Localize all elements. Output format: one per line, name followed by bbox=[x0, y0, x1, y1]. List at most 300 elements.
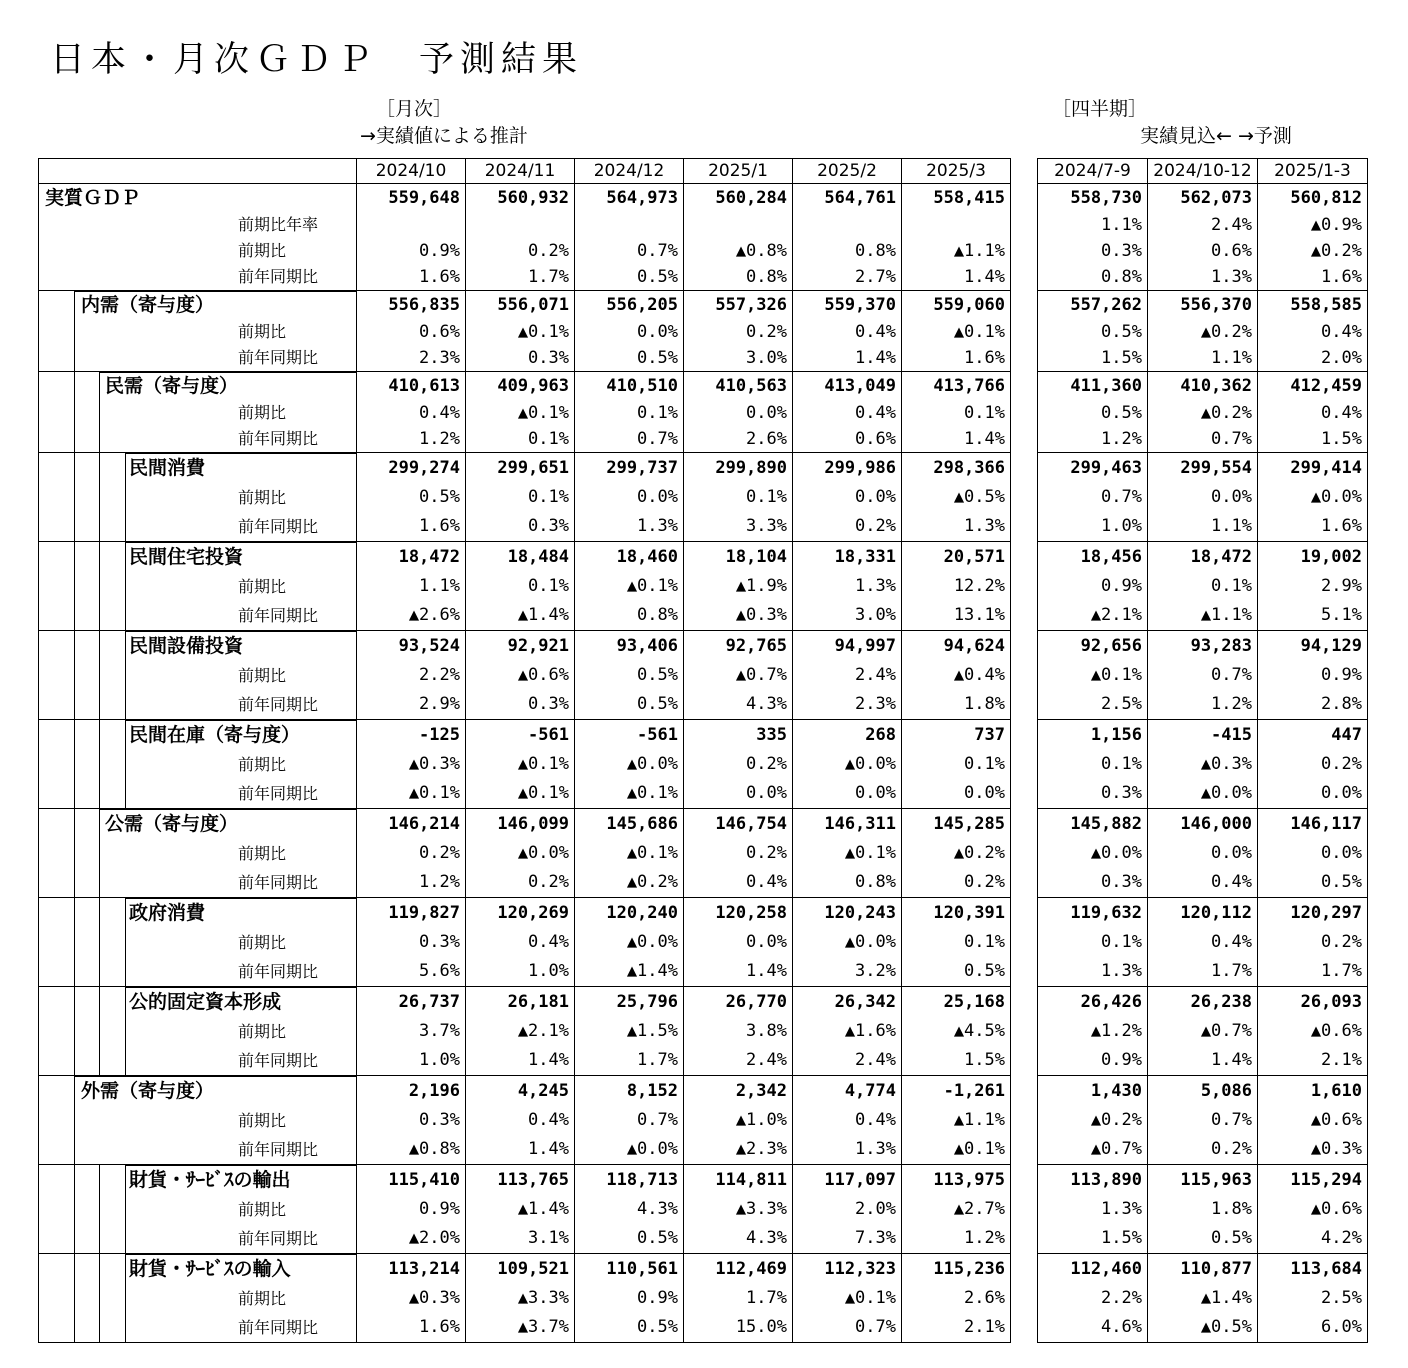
monthly-value: 94,624 bbox=[902, 631, 1011, 662]
series-label: 財貨・ｻｰﾋﾞｽの輸出 bbox=[129, 1168, 291, 1191]
monthly-value: ▲0.3% bbox=[357, 1284, 466, 1313]
series-label: 公需（寄与度） bbox=[105, 812, 239, 835]
series-label: 財貨・ｻｰﾋﾞｽの輸入 bbox=[129, 1257, 291, 1280]
monthly-value: 299,737 bbox=[575, 453, 684, 484]
quarterly-value: ▲0.6% bbox=[1258, 1017, 1368, 1046]
monthly-value: 0.8% bbox=[793, 238, 902, 264]
monthly-value: 120,240 bbox=[575, 898, 684, 929]
tree-guide-line bbox=[74, 839, 75, 868]
quarterly-value: 0.9% bbox=[1101, 576, 1142, 596]
monthly-value: ▲0.1% bbox=[466, 400, 575, 426]
quarterly-value: ▲0.7% bbox=[1148, 1017, 1258, 1046]
monthly-value: 13.1% bbox=[902, 601, 1011, 631]
row-label-cell bbox=[39, 400, 357, 426]
quarterly-value: 1.0% bbox=[1101, 516, 1142, 536]
row-label-cell bbox=[39, 319, 357, 345]
monthly-value: 1.4% bbox=[902, 264, 1011, 291]
monthly-value: 120,243 bbox=[793, 898, 902, 929]
quarterly-value: ▲0.0% bbox=[1148, 779, 1258, 809]
metric-label: 前年同期比 bbox=[238, 783, 319, 803]
monthly-value: 0.4% bbox=[357, 400, 466, 426]
table-row-header bbox=[39, 453, 1011, 484]
monthly-section-label: ［月次］ bbox=[376, 98, 453, 120]
monthly-value: 1.4% bbox=[684, 957, 793, 987]
monthly-gdp-table bbox=[38, 158, 1011, 1343]
monthly-value: 0.9% bbox=[575, 1284, 684, 1313]
tree-guide-line bbox=[74, 631, 75, 661]
quarterly-value: 0.2% bbox=[1258, 750, 1368, 779]
monthly-value: 0.0% bbox=[575, 483, 684, 512]
monthly-value: 7.3% bbox=[793, 1224, 902, 1254]
monthly-value: 0.1% bbox=[466, 572, 575, 601]
monthly-value: ▲1.0% bbox=[684, 1106, 793, 1135]
quarterly-value: 299,554 bbox=[1148, 453, 1258, 484]
quarterly-value: ▲0.3% bbox=[1258, 1135, 1368, 1165]
quarterly-value: 0.0% bbox=[1148, 839, 1258, 868]
quarterly-value: 1.4% bbox=[1148, 1046, 1258, 1076]
monthly-value bbox=[466, 212, 575, 238]
monthly-value: 0.0% bbox=[684, 928, 793, 957]
table-row bbox=[39, 345, 1011, 372]
tree-guide-line bbox=[125, 1254, 126, 1284]
monthly-value: 1.1% bbox=[357, 572, 466, 601]
monthly-value: ▲0.1% bbox=[793, 839, 902, 868]
monthly-value: 0.5% bbox=[575, 345, 684, 372]
monthly-value: -561 bbox=[575, 720, 684, 751]
metric-label: 前期比 bbox=[238, 487, 287, 507]
row-label-cell bbox=[39, 453, 357, 484]
quarterly-value: 0.9% bbox=[1258, 661, 1368, 690]
monthly-value: 2.4% bbox=[684, 1046, 793, 1076]
tree-guide-line bbox=[99, 957, 100, 986]
tree-guide-line bbox=[74, 483, 75, 512]
quarterly-value: 1.8% bbox=[1148, 1195, 1258, 1224]
table-row-header bbox=[1038, 809, 1368, 840]
monthly-value: -561 bbox=[466, 720, 575, 751]
monthly-value: 557,326 bbox=[684, 291, 793, 320]
quarterly-value: 1.5% bbox=[1258, 426, 1368, 453]
tree-guide-line bbox=[99, 898, 100, 928]
monthly-value: ▲3.3% bbox=[684, 1195, 793, 1224]
page-title: 日本・月次ＧＤＰ 予測結果 bbox=[50, 40, 584, 80]
quarterly-value: 93,283 bbox=[1148, 631, 1258, 662]
monthly-value: 1.7% bbox=[575, 1046, 684, 1076]
quarterly-value: ▲0.1% bbox=[1090, 665, 1142, 685]
table-row bbox=[39, 1284, 1011, 1313]
tree-guide-line bbox=[74, 690, 75, 719]
monthly-value: 559,648 bbox=[357, 184, 466, 213]
row-label-cell bbox=[39, 631, 357, 662]
monthly-value: 0.7% bbox=[575, 238, 684, 264]
quarterly-value: 412,459 bbox=[1258, 372, 1368, 401]
monthly-value: 4.3% bbox=[684, 690, 793, 720]
tree-guide-line bbox=[99, 426, 100, 452]
monthly-value: 1.8% bbox=[902, 690, 1011, 720]
quarterly-value: 1.3% bbox=[1148, 264, 1258, 291]
monthly-value: 112,469 bbox=[684, 1254, 793, 1285]
monthly-value: 0.8% bbox=[793, 868, 902, 898]
monthly-value: 2,196 bbox=[357, 1076, 466, 1107]
quarterly-value: 113,684 bbox=[1258, 1254, 1368, 1285]
monthly-value: ▲0.0% bbox=[466, 839, 575, 868]
tree-guide-line bbox=[99, 1017, 100, 1046]
tree-guide-line bbox=[99, 601, 100, 630]
monthly-value bbox=[357, 212, 466, 238]
row-label-cell bbox=[39, 572, 357, 601]
monthly-value: 0.2% bbox=[466, 868, 575, 898]
quarterly-value: ▲0.0% bbox=[1258, 483, 1368, 512]
metric-label: 前年同期比 bbox=[238, 694, 319, 714]
metric-label: 前期比 bbox=[238, 1288, 287, 1308]
table-row bbox=[39, 1106, 1011, 1135]
monthly-value: 0.1% bbox=[902, 750, 1011, 779]
monthly-value: 2,342 bbox=[684, 1076, 793, 1107]
monthly-value: 0.4% bbox=[466, 1106, 575, 1135]
tree-guide-line bbox=[99, 1046, 100, 1075]
quarterly-value: 1.7% bbox=[1148, 957, 1258, 987]
monthly-value: ▲4.5% bbox=[902, 1017, 1011, 1046]
monthly-value: 0.3% bbox=[466, 345, 575, 372]
monthly-value: 1.2% bbox=[357, 868, 466, 898]
column-header: 2024/11 bbox=[466, 159, 575, 184]
row-label-cell bbox=[39, 868, 357, 898]
monthly-value: 1.2% bbox=[357, 426, 466, 453]
monthly-value: 558,415 bbox=[902, 184, 1011, 213]
monthly-value: 8,152 bbox=[575, 1076, 684, 1107]
monthly-value: 92,765 bbox=[684, 631, 793, 662]
tree-guide-line bbox=[99, 690, 100, 719]
quarterly-value: 0.5% bbox=[1101, 402, 1142, 423]
monthly-value: 93,524 bbox=[357, 631, 466, 662]
monthly-value: 114,811 bbox=[684, 1165, 793, 1196]
quarterly-value: 0.4% bbox=[1258, 400, 1368, 426]
series-label: 実質ＧＤＰ bbox=[45, 186, 141, 209]
monthly-value: ▲0.1% bbox=[466, 779, 575, 809]
quarterly-value: 18,456 bbox=[1038, 542, 1148, 573]
monthly-value: 0.1% bbox=[466, 483, 575, 512]
monthly-value: ▲2.3% bbox=[684, 1135, 793, 1165]
quarterly-value: 0.2% bbox=[1148, 1135, 1258, 1165]
quarterly-value: 26,426 bbox=[1038, 987, 1148, 1018]
tree-guide-line bbox=[99, 400, 100, 426]
monthly-value: 0.7% bbox=[575, 426, 684, 453]
table-row bbox=[39, 1224, 1011, 1254]
row-label-cell bbox=[39, 264, 357, 291]
quarterly-value: 2.2% bbox=[1101, 1288, 1142, 1308]
quarterly-value: 299,463 bbox=[1038, 453, 1148, 484]
monthly-value: ▲1.4% bbox=[466, 601, 575, 631]
monthly-value: -1,261 bbox=[902, 1076, 1011, 1107]
column-header: 2024/7-9 bbox=[1038, 159, 1148, 184]
quarterly-gdp-table bbox=[1037, 158, 1368, 1343]
row-label-cell bbox=[39, 372, 357, 401]
quarterly-value: 558,730 bbox=[1070, 187, 1142, 208]
monthly-value: 409,963 bbox=[466, 372, 575, 401]
tree-guide-line bbox=[125, 720, 126, 750]
monthly-value: 1.4% bbox=[902, 426, 1011, 453]
table-row bbox=[1038, 1135, 1368, 1165]
monthly-value: 2.9% bbox=[357, 690, 466, 720]
monthly-value: 0.2% bbox=[357, 839, 466, 868]
quarterly-value: 0.0% bbox=[1258, 839, 1368, 868]
tree-guide-line bbox=[74, 372, 75, 400]
quarterly-value: 0.4% bbox=[1148, 928, 1258, 957]
table-row bbox=[1038, 928, 1368, 957]
table-row bbox=[39, 1195, 1011, 1224]
tree-guide-line bbox=[99, 661, 100, 690]
quarterly-value: 560,812 bbox=[1258, 184, 1368, 213]
metric-label: 前期比 bbox=[238, 576, 287, 596]
quarterly-value: 0.8% bbox=[1101, 266, 1142, 287]
quarterly-value: ▲0.0% bbox=[1090, 843, 1142, 863]
monthly-value: 556,835 bbox=[357, 291, 466, 320]
monthly-value: 117,097 bbox=[793, 1165, 902, 1196]
tree-guide-line bbox=[125, 453, 126, 483]
monthly-value: 113,975 bbox=[902, 1165, 1011, 1196]
tree-guide-line bbox=[74, 957, 75, 986]
tree-guide-line bbox=[74, 291, 75, 319]
row-label-cell bbox=[39, 690, 357, 720]
monthly-value: 115,410 bbox=[357, 1165, 466, 1196]
quarterly-value: 4.2% bbox=[1258, 1224, 1368, 1254]
metric-label: 前年同期比 bbox=[238, 516, 319, 536]
monthly-value: 0.5% bbox=[575, 690, 684, 720]
column-header: 2025/1-3 bbox=[1258, 159, 1368, 184]
quarterly-value: ▲0.2% bbox=[1258, 238, 1368, 264]
monthly-value: 0.5% bbox=[902, 957, 1011, 987]
table-row bbox=[1038, 779, 1368, 809]
tree-guide-line bbox=[125, 483, 126, 512]
metric-label: 前年同期比 bbox=[238, 1228, 319, 1248]
row-label-cell bbox=[39, 779, 357, 809]
quarterly-value: 110,877 bbox=[1148, 1254, 1258, 1285]
tree-guide-line bbox=[99, 779, 100, 808]
monthly-value: ▲0.1% bbox=[466, 319, 575, 345]
monthly-value: ▲2.1% bbox=[466, 1017, 575, 1046]
tree-guide-line bbox=[99, 1165, 100, 1195]
row-label-cell bbox=[39, 1254, 357, 1285]
row-label-cell bbox=[39, 1284, 357, 1313]
quarterly-value: 0.1% bbox=[1101, 754, 1142, 774]
monthly-value: 0.1% bbox=[575, 400, 684, 426]
table-row bbox=[1038, 839, 1368, 868]
row-label-cell bbox=[39, 542, 357, 573]
series-label: 外需（寄与度） bbox=[81, 1079, 215, 1102]
row-label-cell bbox=[39, 1076, 357, 1107]
monthly-value: ▲0.4% bbox=[902, 661, 1011, 690]
table-row bbox=[39, 1135, 1011, 1165]
quarterly-value: 562,073 bbox=[1148, 184, 1258, 213]
table-row bbox=[39, 238, 1011, 264]
tree-guide-line bbox=[74, 1313, 75, 1342]
monthly-value: 0.1% bbox=[902, 400, 1011, 426]
table-row-header bbox=[1038, 898, 1368, 929]
monthly-value: 4,774 bbox=[793, 1076, 902, 1107]
monthly-value bbox=[684, 212, 793, 238]
quarterly-value: 1.6% bbox=[1258, 264, 1368, 291]
table-row bbox=[1038, 1017, 1368, 1046]
table-row bbox=[1038, 238, 1368, 264]
metric-label: 前期比 bbox=[238, 665, 287, 685]
monthly-value: 1.3% bbox=[575, 512, 684, 542]
row-label-cell bbox=[39, 898, 357, 929]
monthly-value: 410,613 bbox=[357, 372, 466, 401]
table-row-header bbox=[39, 291, 1011, 320]
tree-guide-line bbox=[125, 1284, 126, 1313]
quarterly-value: ▲1.2% bbox=[1090, 1021, 1142, 1041]
table-row-header bbox=[1038, 631, 1368, 662]
metric-label: 前期比 bbox=[238, 403, 287, 422]
row-label-cell bbox=[39, 426, 357, 453]
metric-label: 前期比 bbox=[238, 1021, 287, 1041]
tree-guide-line bbox=[99, 868, 100, 897]
table-row-header bbox=[1038, 720, 1368, 751]
monthly-value: ▲1.1% bbox=[902, 1106, 1011, 1135]
monthly-value: 560,932 bbox=[466, 184, 575, 213]
monthly-value: 0.8% bbox=[684, 264, 793, 291]
tree-guide-line bbox=[99, 483, 100, 512]
row-label-cell bbox=[39, 987, 357, 1018]
table-row bbox=[39, 1313, 1011, 1343]
monthly-value: 0.1% bbox=[902, 928, 1011, 957]
quarterly-value: 410,362 bbox=[1148, 372, 1258, 401]
quarterly-value: 2.1% bbox=[1258, 1046, 1368, 1076]
monthly-value: 18,331 bbox=[793, 542, 902, 573]
quarterly-value: 5,086 bbox=[1148, 1076, 1258, 1107]
tree-guide-line bbox=[74, 1284, 75, 1313]
table-row-header bbox=[39, 898, 1011, 929]
tree-guide-line bbox=[74, 868, 75, 897]
monthly-value: 0.5% bbox=[575, 661, 684, 690]
monthly-value: ▲3.3% bbox=[466, 1284, 575, 1313]
quarterly-value: 0.5% bbox=[1148, 1224, 1258, 1254]
tree-guide-line bbox=[74, 1224, 75, 1253]
monthly-value: 1.6% bbox=[357, 512, 466, 542]
monthly-value: 413,049 bbox=[793, 372, 902, 401]
quarterly-value: 1,430 bbox=[1038, 1076, 1148, 1107]
tree-guide-line bbox=[99, 987, 100, 1017]
quarterly-value: 299,414 bbox=[1258, 453, 1368, 484]
tree-guide-line bbox=[74, 512, 75, 541]
table-row bbox=[1038, 601, 1368, 631]
monthly-value: ▲1.4% bbox=[466, 1195, 575, 1224]
monthly-value: 3.0% bbox=[793, 601, 902, 631]
series-label: 公的固定資本形成 bbox=[129, 990, 282, 1013]
tree-guide-line bbox=[125, 1195, 126, 1224]
tree-guide-line bbox=[99, 1254, 100, 1284]
monthly-value: 1.6% bbox=[902, 345, 1011, 372]
row-label-cell bbox=[39, 661, 357, 690]
tree-guide-line bbox=[74, 898, 75, 928]
monthly-value: ▲1.5% bbox=[575, 1017, 684, 1046]
quarterly-value: 0.0% bbox=[1148, 483, 1258, 512]
monthly-value: 0.7% bbox=[575, 1106, 684, 1135]
monthly-value: 1.7% bbox=[466, 264, 575, 291]
table-row bbox=[1038, 345, 1368, 372]
table-row-header bbox=[1038, 1076, 1368, 1107]
monthly-value: 1.4% bbox=[466, 1135, 575, 1165]
monthly-section-description: →実績値による推計 bbox=[360, 125, 528, 147]
monthly-value: 145,285 bbox=[902, 809, 1011, 840]
monthly-value: 92,921 bbox=[466, 631, 575, 662]
row-label-cell bbox=[39, 750, 357, 779]
table-row bbox=[39, 400, 1011, 426]
quarterly-value: 19,002 bbox=[1258, 542, 1368, 573]
monthly-value: 0.0% bbox=[575, 319, 684, 345]
quarterly-value: 1.1% bbox=[1101, 214, 1142, 235]
quarterly-value: 1.2% bbox=[1148, 690, 1258, 720]
table-row bbox=[1038, 750, 1368, 779]
quarterly-value: 0.0% bbox=[1258, 779, 1368, 809]
table-row bbox=[39, 512, 1011, 542]
monthly-value: 0.5% bbox=[357, 483, 466, 512]
row-label-cell bbox=[39, 345, 357, 372]
quarterly-value: 4.6% bbox=[1101, 1317, 1142, 1337]
monthly-value: 299,986 bbox=[793, 453, 902, 484]
series-label: 民需（寄与度） bbox=[105, 374, 239, 397]
monthly-value: 0.4% bbox=[793, 1106, 902, 1135]
monthly-value: ▲0.1% bbox=[902, 319, 1011, 345]
metric-label: 前期比 bbox=[238, 1110, 287, 1130]
monthly-value bbox=[902, 212, 1011, 238]
monthly-value: 3.1% bbox=[466, 1224, 575, 1254]
tree-guide-line bbox=[125, 1165, 126, 1195]
monthly-value: ▲2.7% bbox=[902, 1195, 1011, 1224]
monthly-value: 109,521 bbox=[466, 1254, 575, 1285]
row-label-cell bbox=[39, 1017, 357, 1046]
table-row-header bbox=[1038, 184, 1368, 213]
monthly-value: 1.7% bbox=[684, 1284, 793, 1313]
monthly-value: 3.2% bbox=[793, 957, 902, 987]
row-label-cell bbox=[39, 1106, 357, 1135]
tree-guide-line bbox=[74, 426, 75, 452]
monthly-value: 146,099 bbox=[466, 809, 575, 840]
monthly-value: 0.9% bbox=[357, 238, 466, 264]
monthly-value: 0.6% bbox=[793, 426, 902, 453]
tree-guide-line bbox=[74, 1254, 75, 1284]
quarterly-value: 115,294 bbox=[1258, 1165, 1368, 1196]
quarterly-value: 26,093 bbox=[1258, 987, 1368, 1018]
tree-guide-line bbox=[125, 1046, 126, 1075]
monthly-value: 335 bbox=[684, 720, 793, 751]
quarterly-value: 92,656 bbox=[1038, 631, 1148, 662]
quarterly-value: ▲1.4% bbox=[1148, 1284, 1258, 1313]
column-header: 2025/2 bbox=[793, 159, 902, 184]
monthly-value: ▲0.1% bbox=[575, 839, 684, 868]
table-row-header bbox=[39, 720, 1011, 751]
series-label: 政府消費 bbox=[129, 901, 206, 924]
monthly-value: ▲2.0% bbox=[357, 1224, 466, 1254]
tree-guide-line bbox=[74, 601, 75, 630]
tree-guide-line bbox=[99, 1313, 100, 1342]
metric-label: 前年同期比 bbox=[238, 1050, 319, 1070]
row-label-cell bbox=[39, 1135, 357, 1165]
metric-label: 前年同期比 bbox=[238, 961, 319, 981]
tree-guide-line bbox=[125, 572, 126, 601]
corner-cell bbox=[39, 159, 357, 184]
quarterly-value: 0.5% bbox=[1258, 868, 1368, 898]
monthly-value: ▲0.3% bbox=[684, 601, 793, 631]
tree-guide-line bbox=[99, 453, 100, 483]
quarterly-value: ▲0.9% bbox=[1258, 212, 1368, 238]
metric-label: 前年同期比 bbox=[238, 429, 319, 448]
tree-guide-line bbox=[74, 928, 75, 957]
quarterly-value: 0.7% bbox=[1148, 426, 1258, 453]
tree-guide-line bbox=[74, 720, 75, 750]
quarterly-value: ▲0.2% bbox=[1148, 400, 1258, 426]
monthly-value: 737 bbox=[902, 720, 1011, 751]
quarterly-value: 0.3% bbox=[1101, 872, 1142, 892]
